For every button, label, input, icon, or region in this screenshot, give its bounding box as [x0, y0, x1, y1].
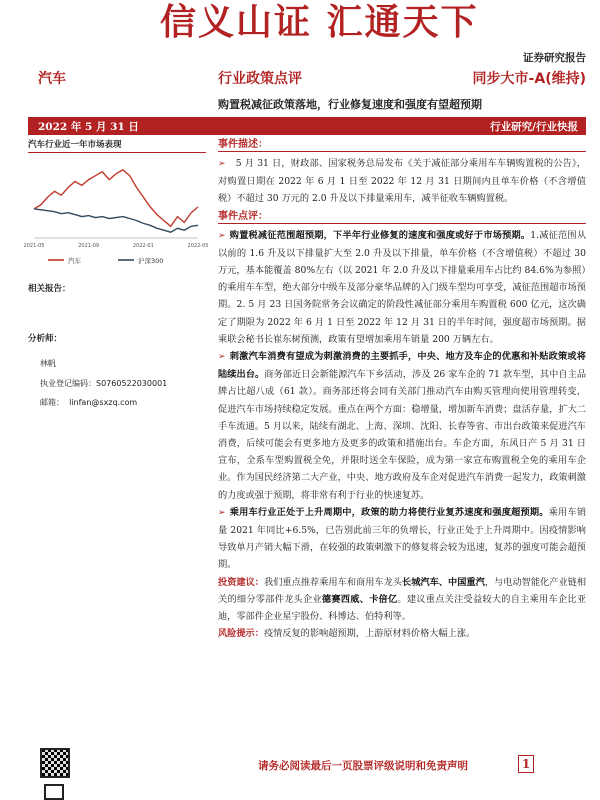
comment-paragraph-3: [218, 504, 586, 574]
invest-label: 投资建议：: [218, 576, 265, 588]
qr-code-icon: [40, 748, 70, 778]
report-type: 证券研究报告: [523, 52, 586, 64]
invest-paragraph: [218, 574, 586, 626]
bullet-icon: ➢: [218, 159, 226, 169]
analyst-name: 林帆: [40, 359, 56, 368]
risk-text: 疫情反复的影响超预期，上游原材料价格大幅上涨。: [263, 628, 476, 640]
sidebar: [23, 138, 209, 407]
banner: [0, 0, 600, 66]
x-tick-label: 2022-01: [132, 243, 154, 249]
event-desc-heading: 事件描述：: [218, 138, 586, 152]
performance-chart: [23, 153, 209, 268]
industry-label: 汽车: [38, 71, 66, 87]
report-headline: 购置税减征政策落地，行业修复速度和强度有望超预期: [218, 98, 482, 111]
p3-bold: 乘用车行业正处于上升周期中，政策的助力将使行业复苏速度和强度超预期。: [229, 506, 549, 518]
invest-text-2: ，与电动智能化产业链相关的细分零部件龙头企业: [218, 576, 587, 605]
comment-paragraph-2: [218, 348, 586, 504]
event-desc-text: 5 月 31 日，财政部、国家税务总局发布《关于减征部分乘用车车辆购置税的公告》，对购置日期在 2022 年 6 月 1 日至 2022 年 12 月 31 日期间内且单车价格（不含增值税）不超过 30 万元的 2.0 升及以下排量乘用车，减半征收车辆购置税。: [218, 158, 586, 205]
header-row: [0, 68, 600, 92]
invest-bold-2: 德赛西威、卡倍亿: [321, 593, 398, 605]
rating-label: 同步大市-A(维持): [472, 71, 586, 87]
comment-paragraph-1: [218, 227, 586, 348]
x-tick-label: 2021-05: [23, 243, 45, 249]
report-category: 行业政策点评: [218, 71, 302, 87]
page-number: 1: [518, 755, 534, 773]
main-content: [218, 138, 586, 642]
email-value[interactable]: linfan@sxzq.com: [69, 398, 138, 407]
report-subcategory: 行业研究/行业快报: [490, 121, 578, 133]
invest-text-3: 。建议重点关注受益较大的自主乘用车企比亚迪，零部件企业星宇股份、科博达、伯特利等。: [218, 593, 587, 623]
event-comment-heading: 事件点评：: [218, 210, 586, 224]
invest-bold-1: 长城汽车、中国重汽: [402, 576, 485, 588]
email-line: [40, 397, 137, 408]
p2-bold: 刺激汽车消费有望成为刺激消费的主要抓手，中央、地方及车企的优惠和补贴政策或将陆续出台。: [218, 351, 586, 381]
report-date: 2022 年 5 月 31 日: [38, 121, 139, 133]
date-bar: [28, 117, 586, 135]
bullet-icon: ➢: [218, 352, 226, 363]
email-label: 邮箱：: [40, 398, 64, 407]
related-reports-label: 相关报告：: [28, 284, 71, 294]
disclaimer-text: 请务必阅读最后一页股票评级说明和免责声明: [258, 760, 468, 772]
x-tick-label: 2021-09: [78, 243, 100, 249]
p2-text: 商务部近日会新能源汽车下乡活动，涉及 26 家车企的 71 款车型，其中自主品牌占比超八成（61 款）。商务部还将会同有关部门推动汽车由购买管理向使用管理转变，促进汽车市场持续稳定发展。重点在两个方面：稳增量，增加新车消费；盘活存量，扩大二手车流通。5 月以来，陆续有湖北、上海、深圳、沈阳、长春等省、市出台政策来促进汽车消费，后续可能会有更多地方及更多的政策和措施出台。车企方面，东风日产 5 月 31 日宣布，全系车型购置税全免，并限时送全车保险，成为第一家宣布购置税全免的乘用车企业。作为国民经济第二大产业，中央、地方政府及车企对促进汽车消费一起发力，政策刺激的力度或强于预期，将非常有利于行业的快速复苏。: [218, 369, 587, 501]
cert-value: S0760522030001: [96, 379, 168, 388]
series-line-hs300: [34, 209, 198, 232]
risk-paragraph: [218, 625, 586, 642]
analyst-label: 分析师：: [28, 334, 63, 344]
event-desc-paragraph: [218, 155, 586, 208]
bullet-icon: ➢: [218, 230, 226, 241]
cert-label: 执业登记编码：: [40, 379, 96, 388]
invest-text-1: 我们重点推荐乘用车和商用车龙头: [264, 576, 403, 588]
legend-label: 汽车: [68, 257, 81, 265]
banner-slogan: 信义山证 汇通天下: [160, 2, 479, 43]
chart-title: 汽车行业近一年市场表现: [28, 138, 206, 153]
qr-code-icon-small: [44, 784, 64, 800]
p1-text: 1.减征范围从以前的 1.6 升及以下排量扩大至 2.0 升及以下排量，单车价格（不含增值税）不超过 30 万元，基本能覆盖 80%左右（以 2021 年 2.0 升及以下排量乘用车占比约 84.6%为参照）的乘用车车型，绝大部分中级车及部分豪华品牌的入门级车型均可享受，减征范围超市场预期。2. 5 月 23 日国务院常务会议确定的阶段性减征部分乘用车购置税 600 亿元，这次确定了期限为 2022 年 6 月 1 日至 2022 年 12 月 31 日的半年时间，强度超市场预期。据乘联会秘书长崔东树预测，政策有望增加乘用车销量 200 万辆左右。: [218, 229, 587, 345]
risk-label: 风险提示：: [218, 628, 264, 640]
p1-bold: 购置税减征范围超预期，下半年行业修复的速度和强度或好于市场预期。: [229, 229, 531, 241]
footer: [0, 748, 600, 800]
x-tick-label: 2022-05: [187, 243, 209, 249]
p3-text: 乘用车销量 2021 年同比+6.5%，已告别此前三年的负增长，行业正处于上升周期中。因疫情影响导致单月产销大幅下滑，在较强的政策刺激下的修复将会较为迅速，复苏的强度可能会超预期。: [218, 506, 587, 571]
cert-line: [40, 378, 167, 389]
performance-chart-svg: [23, 153, 209, 268]
legend-label: 沪深300: [138, 257, 164, 265]
bullet-icon: ➢: [218, 507, 226, 518]
